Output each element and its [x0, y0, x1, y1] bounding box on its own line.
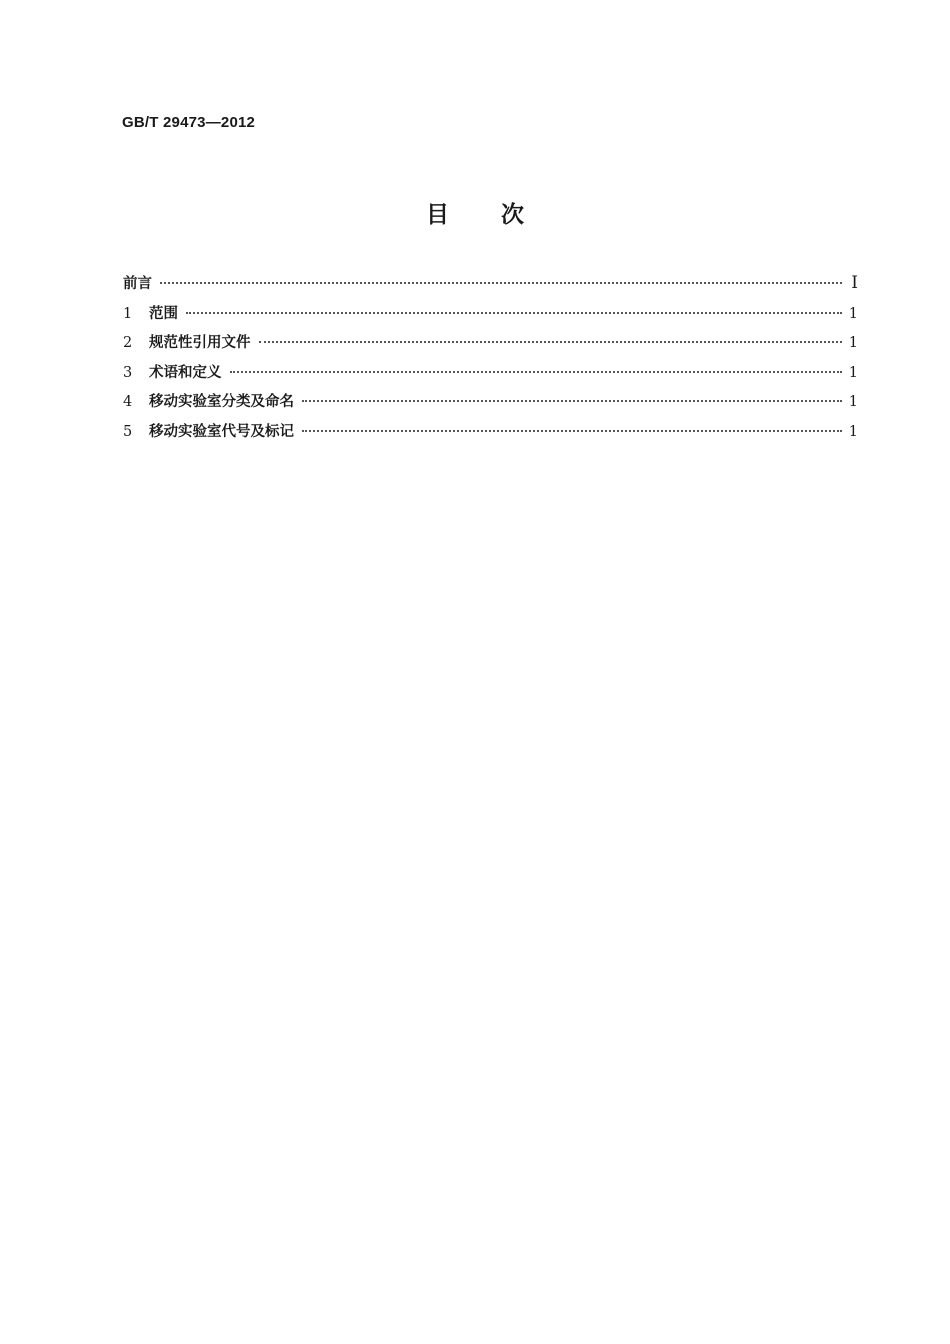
toc-entry-page: Ⅰ: [851, 273, 858, 293]
toc-entry-code-marking[interactable]: [123, 420, 858, 450]
dot-leader: [186, 312, 842, 314]
toc-title: [0, 196, 950, 229]
toc-entry-page: 1: [848, 364, 858, 381]
toc-entry-scope[interactable]: [123, 302, 858, 332]
toc-entry-number: 1: [123, 305, 133, 322]
toc-entry-label: 范围: [149, 305, 178, 322]
toc-entry-label: 移动实验室代号及标记: [149, 423, 294, 440]
standard-code: GB/T 29473—2012: [122, 114, 256, 131]
toc-entry-label: 前言: [123, 276, 152, 292]
toc-entry-label: 规范性引用文件: [149, 335, 251, 351]
toc-entry-page: 1: [848, 423, 858, 440]
toc-entry-normative-references[interactable]: [123, 331, 858, 361]
toc-entry-label: 术语和定义: [149, 364, 222, 381]
toc-entry-number: 5: [123, 423, 133, 440]
toc-entry-foreword[interactable]: [123, 272, 858, 302]
table-of-contents: [123, 272, 858, 449]
toc-entry-classification[interactable]: [123, 390, 858, 420]
dot-leader: [160, 282, 842, 284]
toc-entry-number: 2: [123, 335, 133, 351]
toc-entry-page: 1: [848, 394, 858, 410]
toc-entry-page: 1: [848, 335, 858, 351]
dot-leader: [302, 430, 842, 432]
toc-entry-terms-definitions[interactable]: [123, 361, 858, 391]
toc-entry-number: 4: [123, 394, 133, 410]
dot-leader: [302, 400, 842, 402]
toc-entry-page: 1: [848, 305, 858, 322]
toc-title-char-2: 次: [501, 202, 524, 228]
toc-entry-number: 3: [123, 364, 133, 381]
dot-leader: [259, 341, 843, 343]
dot-leader: [230, 371, 843, 373]
toc-title-char-1: 目: [426, 202, 449, 228]
toc-entry-label: 移动实验室分类及命名: [149, 394, 294, 410]
